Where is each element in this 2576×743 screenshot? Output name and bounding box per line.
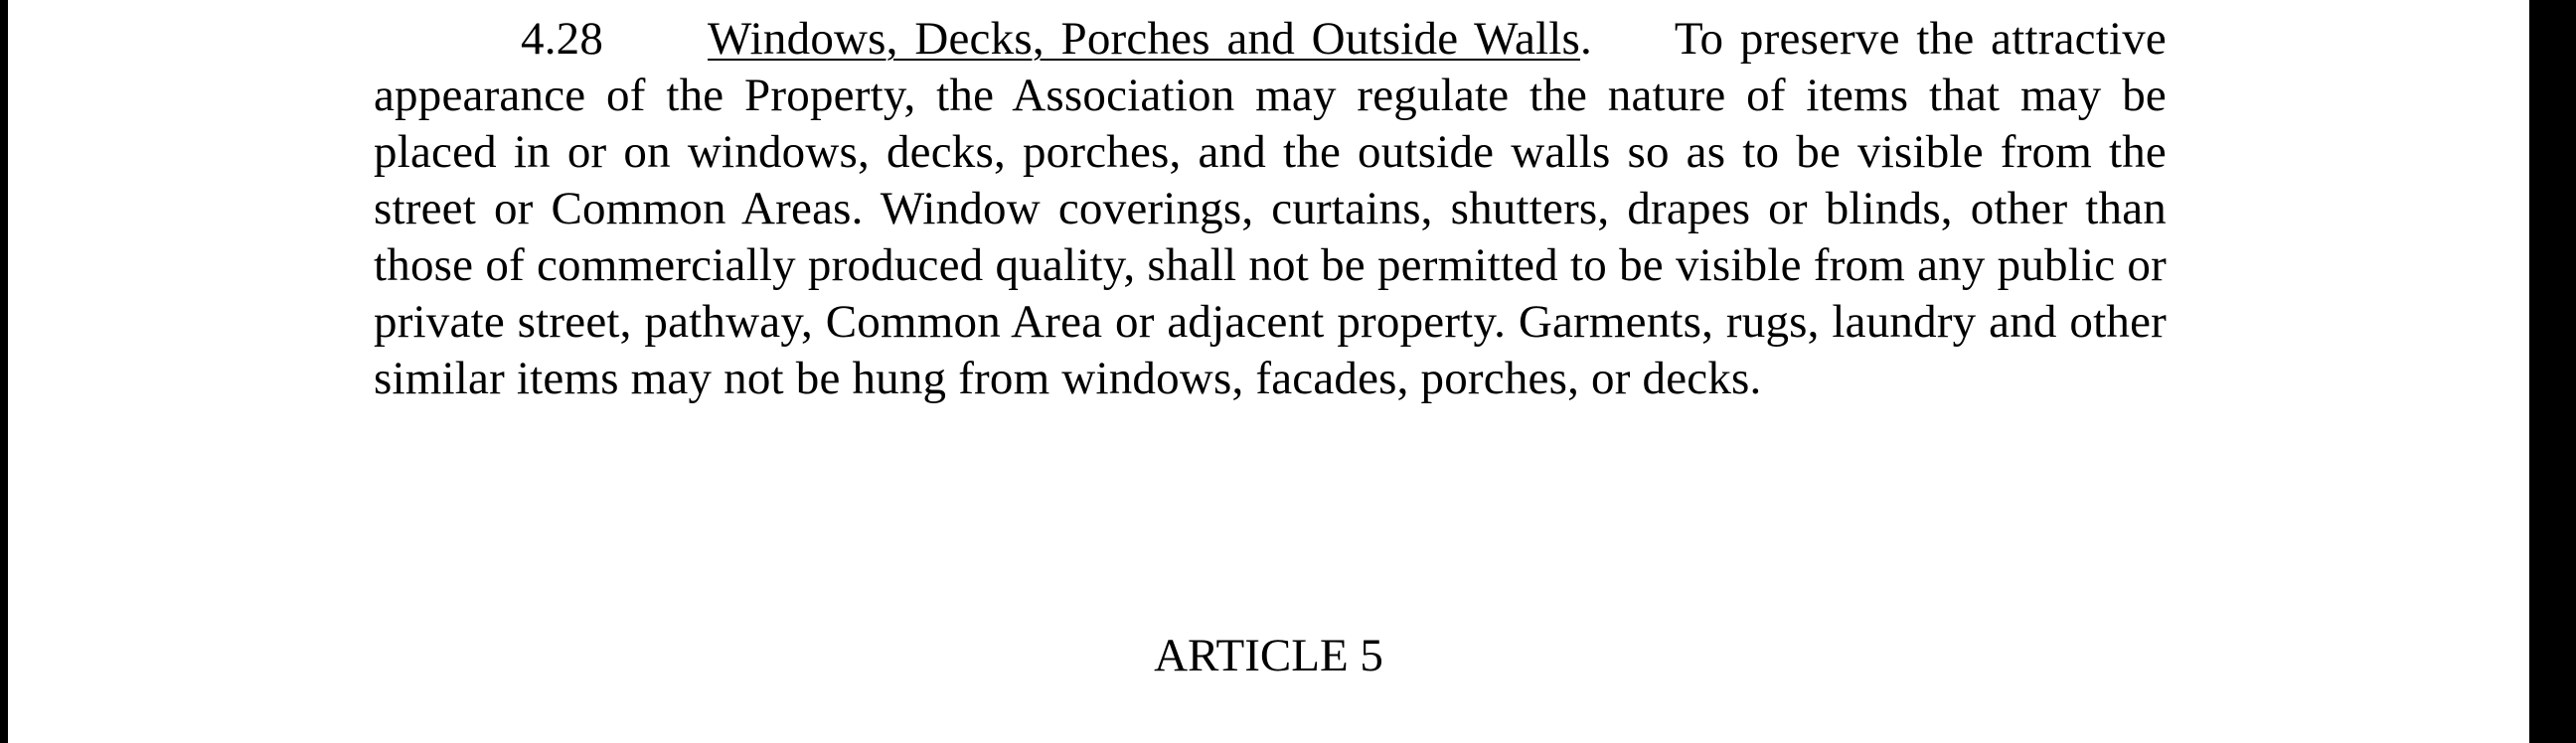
document-page	[8, 0, 2529, 743]
section-heading: Windows, Decks, Porches and Outside Walls	[708, 13, 1581, 65]
section-heading-period: .	[1580, 13, 1592, 65]
section-paragraph	[374, 11, 2167, 407]
section-body: To preserve the attractive appearance of the Property, the Association may regulate the nature of items that may be placed in or on windows, decks, porches, and the outside walls so as to be visible from the street or Common Areas. Window coverings, curtains, shutters, drapes or blinds, other than those of commercially produced quality, shall not be permitted to be visible from any public or private street, pathway, Common Area or adjacent property. Garments, rugs, laundry and other similar items may not be hung from windows, facades, porches, or decks.	[374, 13, 2167, 404]
section-number: 4.28	[521, 13, 604, 65]
article-title: ARTICLE 5	[1154, 630, 1383, 681]
